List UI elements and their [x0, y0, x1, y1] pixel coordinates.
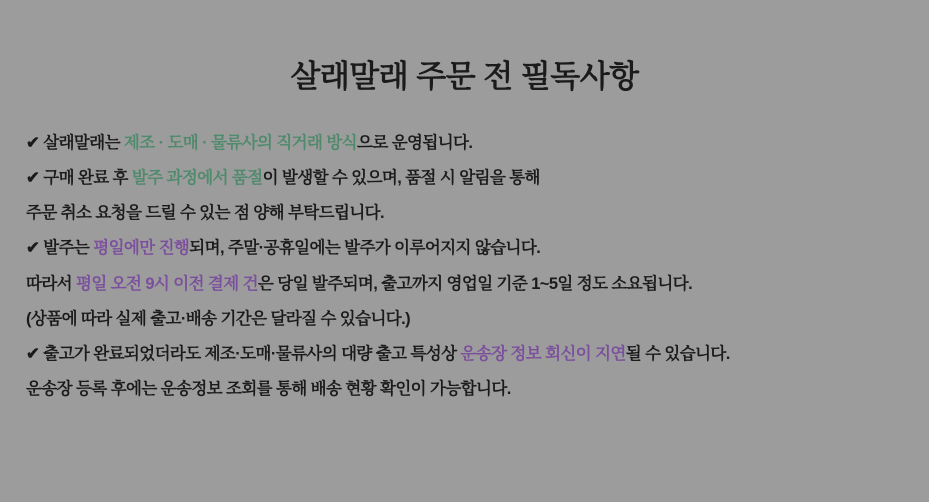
- highlight-segment: 발주 과정에서 품절: [131, 169, 263, 188]
- notice-line: [26, 201, 907, 226]
- text-segment: 따라서: [26, 274, 77, 293]
- highlight-segment: 평일 오전 9시 이전 결제 건: [76, 274, 258, 293]
- notice-line: [26, 131, 907, 156]
- check-icon: ✔: [26, 239, 40, 258]
- check-icon: ✔: [26, 344, 40, 363]
- text-segment: 구매 완료 후: [43, 169, 132, 188]
- text-segment: 주문 취소 요청을 드릴 수 있는 점 양해 부탁드립니다.: [26, 204, 384, 223]
- notice-line: [26, 307, 907, 332]
- highlight-segment: 평일에만 진행: [93, 239, 190, 258]
- text-segment: 으로 운영됩니다.: [357, 134, 473, 153]
- notice-line: [26, 166, 907, 191]
- notice-line: [26, 342, 907, 367]
- text-segment: 출고가 완료되었더라도 제조·도매·물류사의 대량 출고 특성상: [43, 344, 461, 363]
- text-segment: (상품에 따라 실제 출고·배송 기간은 달라질 수 있습니다.): [26, 309, 411, 328]
- highlight-segment: 제조 · 도매 · 물류사의 직거래 방식: [123, 134, 358, 153]
- text-segment: 될 수 있습니다.: [625, 344, 730, 363]
- text-segment: 은 당일 발주되며, 출고까지 영업일 기준 1~5일 정도 소요됩니다.: [257, 274, 693, 293]
- notice-lines: [0, 131, 929, 402]
- text-segment: 발주는: [43, 239, 94, 258]
- notice-line: [26, 377, 907, 402]
- check-icon: ✔: [26, 169, 40, 188]
- text-segment: 이 발생할 수 있으며, 품절 시 알림을 통해: [262, 169, 540, 188]
- text-segment: 운송장 등록 후에는 운송정보 조회를 통해 배송 현황 확인이 가능합니다.: [26, 379, 511, 398]
- notice-line: [26, 272, 907, 297]
- text-segment: 되며, 주말·공휴일에는 발주가 이루어지지 않습니다.: [189, 239, 541, 258]
- page-title: 살래말래 주문 전 필독사항: [290, 59, 639, 94]
- check-icon: ✔: [26, 134, 40, 153]
- notice-line: [26, 236, 907, 261]
- text-segment: 살래말래는: [43, 134, 124, 153]
- highlight-segment: 운송장 정보 회신이 지연: [460, 344, 626, 363]
